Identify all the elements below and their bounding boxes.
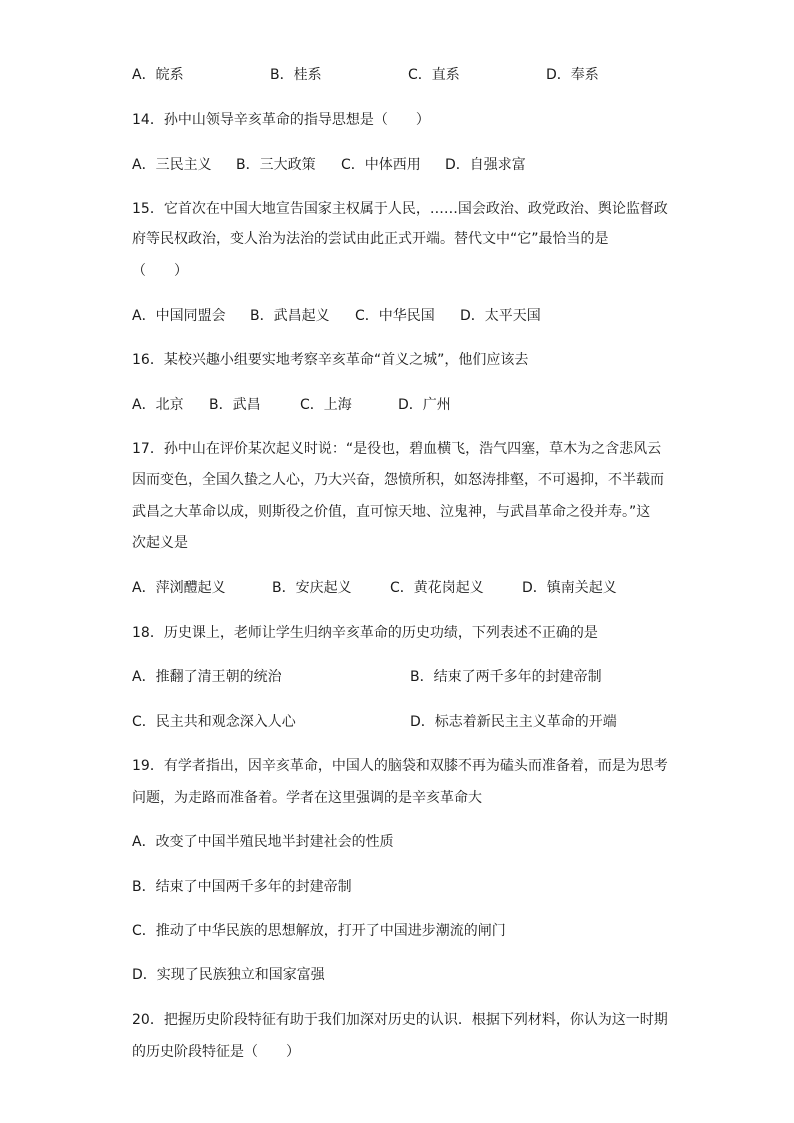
q15-option-a: A．中国同盟会 <box>132 308 226 324</box>
q19-stem-line: 19．有学者指出，因辛亥革命，中国人的脑袋和双膝不再为磕头而准备着，而是为思考 <box>132 758 668 774</box>
q13-option-a: A．皖系 <box>132 67 184 83</box>
q17-option-b: B．安庆起义 <box>272 580 352 596</box>
q17-stem-line: 武昌之大革命以成，则斯役之价值，直可惊天地、泣鬼神，与武昌革命之役并寿。”这 <box>132 504 651 520</box>
q15-option-c: C．中华民国 <box>355 308 435 324</box>
q17-option-c: C．黄花岗起义 <box>390 580 484 596</box>
q14-stem: 14．孙中山领导辛亥革命的指导思想是（ ） <box>132 112 430 128</box>
q15-option-d: D．太平天国 <box>460 308 541 324</box>
q17-stem-line: 次起义是 <box>132 535 188 551</box>
q18-option-b: B．结束了两千多年的封建帝制 <box>410 669 602 685</box>
q18-option-c: C．民主共和观念深入人心 <box>132 714 296 730</box>
q14-option-a: A．三民主义 <box>132 157 212 173</box>
q13-option-b: B．桂系 <box>270 67 322 83</box>
q20-stem-line: 的历史阶段特征是（ ） <box>132 1044 300 1060</box>
q14-option-c: C．中体西用 <box>341 157 421 173</box>
q20-stem-line: 20．把握历史阶段特征有助于我们加深对历史的认识．根据下列材料，你认为这一时期 <box>132 1012 668 1028</box>
q15-option-b: B．武昌起义 <box>250 308 330 324</box>
q19-option-c: C．推动了中华民族的思想解放，打开了中国进步潮流的闸门 <box>132 923 506 939</box>
q19-option-a: A．改变了中国半殖民地半封建社会的性质 <box>132 834 394 850</box>
q18-stem: 18．历史课上，老师让学生归纳辛亥革命的历史功绩，下列表述不正确的是 <box>132 625 598 641</box>
q15-stem-line: 15．它首次在中国大地宣告国家主权属于人民，……国会政治、政党政治、舆论监督政 <box>132 201 668 217</box>
q19-stem-line: 问题，为走路而准备着。学者在这里强调的是辛亥革命大 <box>132 790 482 806</box>
q16-stem: 16．某校兴趣小组要实地考察辛亥革命“首义之城”，他们应该去 <box>132 352 529 368</box>
q17-option-d: D．镇南关起义 <box>522 580 617 596</box>
q18-option-d: D．标志着新民主主义革命的开端 <box>410 714 617 730</box>
q19-option-b: B．结束了中国两千多年的封建帝制 <box>132 879 352 895</box>
q17-stem-line: 因而变色，全国久蛰之人心，乃大兴奋，怨愤所积，如怒涛排壑，不可遏抑，不半载而 <box>132 472 664 488</box>
q15-stem-line: （ ） <box>132 263 188 279</box>
q16-option-d: D．广州 <box>398 397 451 413</box>
q14-option-b: B．三大政策 <box>236 157 316 173</box>
q16-option-a: A．北京 <box>132 397 184 413</box>
q14-option-d: D．自强求富 <box>445 157 526 173</box>
q15-stem-line: 府等民权政治，变人治为法治的尝试由此正式开端。替代文中“它”最恰当的是 <box>132 231 609 247</box>
q17-option-a: A．萍浏醴起义 <box>132 580 226 596</box>
q13-option-d: D．奉系 <box>546 67 599 83</box>
q13-option-c: C．直系 <box>408 67 460 83</box>
q16-option-b: B．武昌 <box>209 397 261 413</box>
q19-option-d: D．实现了民族独立和国家富强 <box>132 967 325 983</box>
q16-option-c: C．上海 <box>300 397 352 413</box>
q17-stem-line: 17．孙中山在评价某次起义时说：“是役也，碧血横飞，浩气四塞，草木为之含悲风云 <box>132 441 662 457</box>
q18-option-a: A．推翻了清王朝的统治 <box>132 669 282 685</box>
